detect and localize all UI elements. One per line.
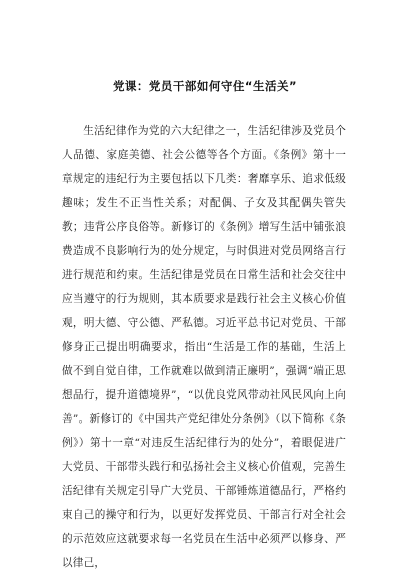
- body-paragraph: 生活纪律作为党的六大纪律之一，生活纪律涉及党员个人品德、家庭美德、社会公德等各个方面。《条例》第十一章规定的违纪行为主要包括以下几类：奢靡享乐、追求低级趣味；发生不正当性关系；对配偶、子女及其配偶失管失教；违背公序良俗等。新修订的《条例》增写生活中铺张浪费造成不良影响行为的处分规定，与时俱进对党员网络言行进行规范和约束。生活纪律是党员在日常生活和社会交往中应当遵守的行为规则，其本质要求是践行社会主义核心价值观，明大德、守公德、严私德。习近平总书记对党员、干部修身正己提出明确要求，指出“生活是工作的基础，生活上做不到自觉自律，工作就难以做到清正廉明”，强调“端正思想品行，提升道德境界”，“以优良党风带动社风民风向上向善”。新修订的《中国共产党纪律处分条例》（以下简称《条例》）第十一章“对违反生活纪律行为的处分”，着眼促进广大党员、干部带头践行和弘扬社会主义核心价值观，完善生活纪律有关规定引导广大党员、干部锤炼道德品行，严格约束自己的操守和行为，以更好发挥党员、干部言行对全社会的示范效应这就要求每一名党员在生活中必须严以修身、严以律己，: [62, 125, 346, 569]
- document-title: 党课：党员干部如何守住“生活关”: [112, 79, 298, 93]
